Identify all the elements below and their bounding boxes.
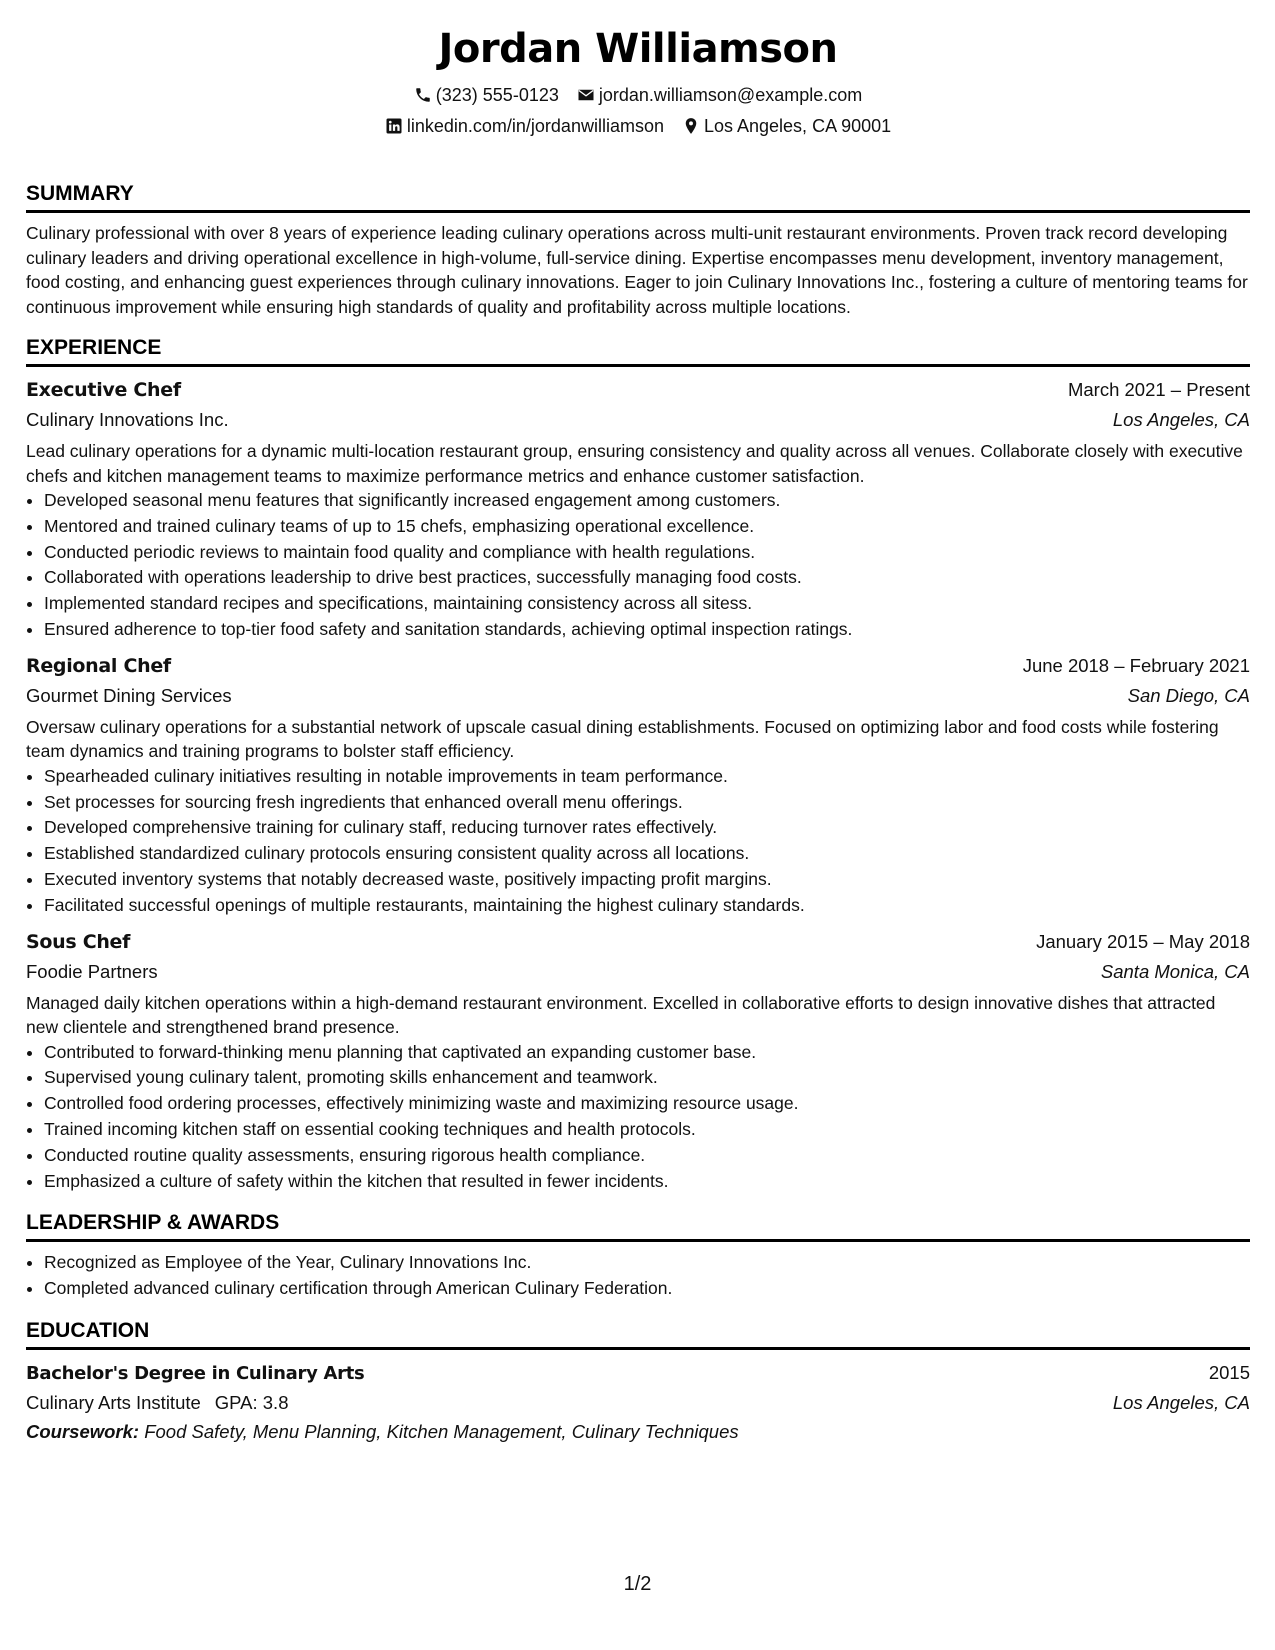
leadership-bullets: [26, 1250, 1250, 1302]
bullet-item: • Facilitated successful openings of multiple restaurants, maintaining the highest culinary standards.: [44, 893, 1250, 919]
education-section: [26, 1318, 1250, 1447]
job-bullets: [26, 1040, 1250, 1195]
leadership-section: [26, 1210, 1250, 1302]
bullet-item: • Conducted periodic reviews to maintain food quality and compliance with health regulations.: [44, 540, 1250, 566]
bullet-item: • Established standardized culinary protocols ensuring consistent quality across all locations.: [44, 841, 1250, 867]
job-header: [26, 375, 1250, 405]
summary-text: Culinary professional with over 8 years of experience leading culinary operations across multi-unit restaurant environments. Proven track record developing culinary leaders and driving operational excellence in high-volume, full-service dining. Expertise encompasses menu development, inventory management, food costing, and enhancing guest experiences through culinary innovations. Eager to join Culinary Innovations Inc., fostering a culture of mentoring teams for continuous improvement while ensuring high standards of quality and profitability across multiple locations.: [26, 223, 1248, 317]
contact-row-secondary: [26, 115, 1250, 137]
linkedin-link[interactable]: linkedin.com/in/jordanwilliamson: [406, 116, 664, 136]
bullet-item: • Controlled food ordering processes, effectively minimizing waste and maximizing resource usage.: [44, 1091, 1250, 1117]
section-title-education: EDUCATION: [26, 1318, 1250, 1350]
envelope-icon: [577, 86, 595, 104]
job-subheader: [26, 681, 1250, 711]
resume-header: [26, 0, 1250, 137]
job-entry: [26, 375, 1250, 643]
job-header: [26, 927, 1250, 957]
bullet-item: • Implemented standard recipes and specifications, maintaining consistency across all sitess.: [44, 591, 1250, 617]
phone-text[interactable]: (323) 555-0123: [435, 85, 559, 105]
school-location: Los Angeles, CA: [1112, 1391, 1250, 1413]
linkedin-icon: [385, 117, 403, 135]
contact-email: [577, 84, 862, 106]
bullet-item: • Contributed to forward-thinking menu planning that captivated an expanding customer base.: [44, 1040, 1250, 1066]
bullet-item: • Recognized as Employee of the Year, Culinary Innovations Inc.: [44, 1250, 1250, 1276]
location-text: Los Angeles, CA 90001: [703, 116, 892, 136]
summary-section: [26, 181, 1250, 319]
bullet-item: • Mentored and trained culinary teams of up to 15 chefs, emphasizing operational excellence.: [44, 514, 1250, 540]
bullet-item: • Set processes for sourcing fresh ingredients that enhanced overall menu offerings.: [44, 790, 1250, 816]
gpa: GPA: 3.8: [214, 1391, 289, 1413]
job-company: Gourmet Dining Services: [26, 684, 232, 706]
map-pin-icon: [682, 117, 700, 135]
page-number: 1/2: [623, 1573, 652, 1595]
contact-location: [682, 115, 891, 137]
job-description: Managed daily kitchen operations within a high-demand restaurant environment. Excelled in collaborative efforts to design innovative dishes that attracted new clientele and strengthened brand presence.: [26, 992, 1216, 1038]
job-location: San Diego, CA: [1127, 684, 1250, 706]
job-location: Santa Monica, CA: [1100, 960, 1250, 982]
school-name: Culinary Arts Institute: [26, 1391, 201, 1413]
job-header: [26, 651, 1250, 681]
candidate-name: Jordan Williamson: [438, 26, 838, 72]
section-title-summary: SUMMARY: [26, 181, 1250, 213]
bullet-item: • Conducted routine quality assessments, ensuring rigorous health compliance.: [44, 1143, 1250, 1169]
bullet-item: • Executed inventory systems that notably decreased waste, positively impacting profit margins.: [44, 867, 1250, 893]
education-subheader: [26, 1389, 1250, 1417]
job-company: Culinary Innovations Inc.: [26, 409, 229, 430]
job-dates: March 2021 – Present: [1067, 379, 1250, 400]
job-bullets: [26, 488, 1250, 643]
education-header: [26, 1358, 1250, 1389]
job-title: Executive Chef: [26, 379, 181, 401]
job-description: Lead culinary operations for a dynamic multi-location restaurant group, ensuring consistency and quality across all venues. Collaborate closely with executive chefs and kitchen management teams to maximize performance metrics and enhance customer satisfaction.: [26, 441, 1243, 486]
job-subheader: [26, 405, 1250, 435]
bullet-item: • Collaborated with operations leadership to drive best practices, successfully managing food costs.: [44, 565, 1250, 591]
job-dates: January 2015 – May 2018: [1036, 930, 1250, 952]
contact-phone: [414, 84, 559, 106]
coursework-list: Food Safety, Menu Planning, Kitchen Management, Culinary Techniques: [144, 1420, 739, 1442]
section-title-experience: EXPERIENCE: [26, 335, 1250, 367]
email-link[interactable]: jordan.williamson@example.com: [598, 85, 863, 105]
job-title: Sous Chef: [26, 930, 131, 953]
bullet-item: • Developed seasonal menu features that significantly increased engagement among customers.: [44, 488, 1250, 514]
bullet-item: • Spearheaded culinary initiatives resulting in notable improvements in team performance.: [44, 764, 1250, 790]
job-description: Oversaw culinary operations for a substantial network of upscale casual dining establishments. Focused on optimizing labor and food costs while fostering team dynamics and training programs to bolster staff efficiency.: [26, 716, 1219, 762]
job-subheader: [26, 957, 1250, 987]
experience-section: [26, 335, 1250, 1194]
bullet-item: • Supervised young culinary talent, promoting skills enhancement and teamwork.: [44, 1065, 1250, 1091]
contact-row-primary: [26, 84, 1250, 106]
bullet-item: • Trained incoming kitchen staff on essential cooking techniques and health protocols.: [44, 1117, 1250, 1143]
bullet-item: • Emphasized a culture of safety within the kitchen that resulted in fewer incidents.: [44, 1169, 1250, 1195]
degree-name: Bachelor's Degree in Culinary Arts: [26, 1362, 365, 1384]
bullet-item: • Developed comprehensive training for culinary staff, reducing turnover rates effectively.: [44, 815, 1250, 841]
job-title: Regional Chef: [26, 654, 171, 677]
section-title-leadership: LEADERSHIP & AWARDS: [26, 1210, 1250, 1242]
job-location: Los Angeles, CA: [1112, 409, 1250, 430]
job-entry: [26, 927, 1250, 1195]
job-company: Foodie Partners: [26, 960, 158, 982]
job-dates: June 2018 – February 2021: [1022, 654, 1250, 676]
graduation-year: 2015: [1208, 1361, 1250, 1383]
coursework-line: [26, 1417, 1250, 1447]
resume-page: [26, 0, 1250, 1447]
phone-icon: [414, 86, 432, 104]
school-info: [26, 1389, 289, 1417]
bullet-item: • Completed advanced culinary certification through American Culinary Federation.: [44, 1276, 1250, 1302]
bullet-item: • Ensured adherence to top-tier food safety and sanitation standards, achieving optimal inspection ratings.: [44, 617, 1250, 643]
coursework-label: Coursework:: [26, 1420, 140, 1442]
job-bullets: [26, 764, 1250, 919]
contact-linkedin: [385, 115, 664, 137]
job-entry: [26, 651, 1250, 919]
